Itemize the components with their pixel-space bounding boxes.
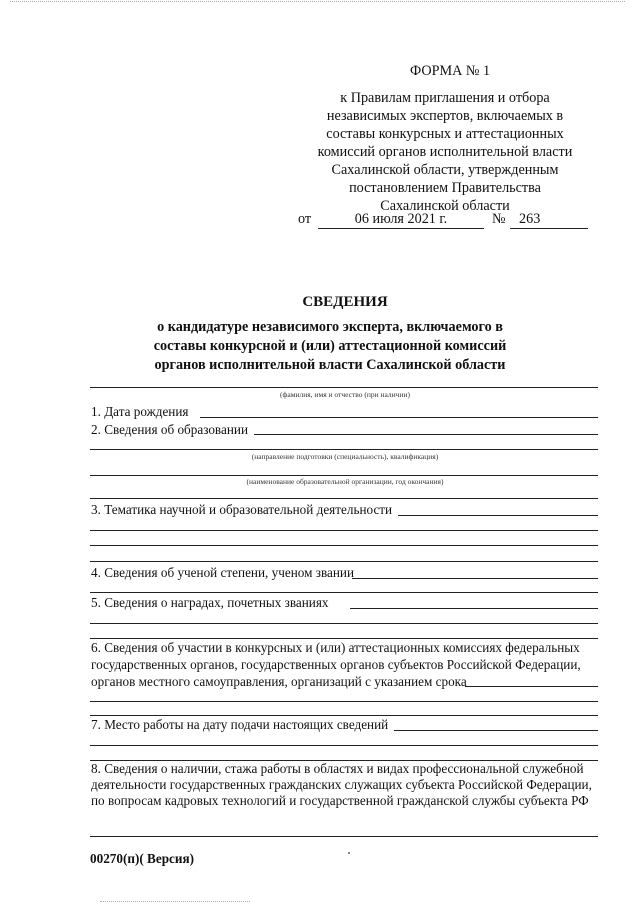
item-awards: 5. Сведения о наградах, почетных званиях: [91, 595, 329, 610]
education-field-line[interactable]: [254, 434, 598, 435]
name-field-line[interactable]: [90, 387, 598, 388]
subtitle-line: составы конкурсной и (или) аттестационной комиссий: [153, 338, 507, 354]
header-line: постановлением Правительства: [349, 180, 541, 196]
item-research: 3. Тематика научной и образовательной деятельности: [91, 502, 393, 517]
document-number: 263: [519, 211, 541, 227]
document-title: СВЕДЕНИЯ: [302, 294, 388, 310]
research-field-line-3[interactable]: [90, 545, 598, 546]
institution-caption: (наименование образовательной организации, год окончания): [246, 477, 444, 486]
birth-date-field-line[interactable]: [200, 417, 598, 418]
name-caption: (фамилия, имя и отчество (при наличии): [280, 390, 410, 399]
commissions-line: органов местного самоуправления, организаций с указанием срока: [91, 674, 467, 689]
research-field-line-2[interactable]: [90, 530, 598, 531]
footer-code: 00270(п)( Версия): [90, 851, 194, 866]
experience-line: 8. Сведения о наличии, стажа работы в областях и видах профессиональной служебной: [91, 761, 584, 776]
document-date: 06 июля 2021 г.: [354, 211, 448, 227]
item-workplace: 7. Место работы на дату подачи настоящих сведений: [91, 717, 389, 732]
commissions-line: 6. Сведения об участии в конкурсных и (или) аттестационных комиссиях федеральных: [91, 640, 580, 655]
scan-edge-top: [10, 1, 625, 2]
item-degree: 4. Сведения об ученой степени, ученом звании: [91, 565, 355, 580]
awards-field-line-2[interactable]: [90, 623, 598, 624]
header-line: Сахалинской области: [380, 198, 510, 214]
experience-line: деятельности государственных гражданских служащих субъекта Российской Федерации,: [91, 777, 592, 792]
education-field-line-4[interactable]: [90, 498, 598, 499]
scan-edge-bottom: [100, 901, 250, 902]
document-subtitle: [120, 318, 540, 375]
header-line: независимых экспертов, включаемых в: [326, 108, 564, 124]
degree-field-line[interactable]: [352, 578, 598, 579]
degree-field-line-2[interactable]: [90, 592, 598, 593]
awards-field-line[interactable]: [350, 608, 598, 609]
scan-speck: [348, 852, 350, 854]
experience-line: по вопросам кадровых технологий и государственной гражданской службы субъекта РФ: [91, 793, 589, 808]
item-experience: [91, 761, 592, 809]
item-commissions: [91, 639, 581, 690]
date-underline: [318, 228, 484, 229]
commissions-line: государственных органов, государственных органов субъектов Российской Федерации,: [91, 657, 581, 672]
header-line: комиссий органов исполнительной власти: [317, 144, 573, 160]
number-label: №: [492, 211, 506, 227]
number-underline: [510, 228, 588, 229]
specialty-caption: (направление подготовки (специальность), квалификация): [251, 452, 439, 461]
from-label: от: [298, 211, 312, 227]
commissions-field-line-2[interactable]: [90, 701, 598, 702]
education-field-line-3[interactable]: [90, 475, 598, 476]
workplace-field-line-2[interactable]: [90, 745, 598, 746]
education-field-line-2[interactable]: [90, 449, 598, 450]
form-title: ФОРМА № 1: [409, 63, 491, 79]
header-line: к Правилам приглашения и отбора: [340, 90, 550, 106]
item-birth-date: 1. Дата рождения: [91, 404, 189, 419]
subtitle-line: о кандидатуре независимого эксперта, включаемого в: [157, 319, 503, 335]
research-field-line[interactable]: [398, 515, 598, 516]
subtitle-line: органов исполнительной власти Сахалинской области: [154, 357, 506, 373]
workplace-field-line[interactable]: [394, 730, 598, 731]
header-text: [300, 89, 590, 215]
header-line: составы конкурсных и аттестационных: [326, 126, 564, 142]
header-line: Сахалинской области, утвержденным: [331, 162, 559, 178]
commissions-field-line[interactable]: [465, 686, 598, 687]
item-education: 2. Сведения об образовании: [91, 422, 249, 437]
experience-field-line[interactable]: [90, 836, 598, 837]
research-field-line-4[interactable]: [90, 561, 598, 562]
